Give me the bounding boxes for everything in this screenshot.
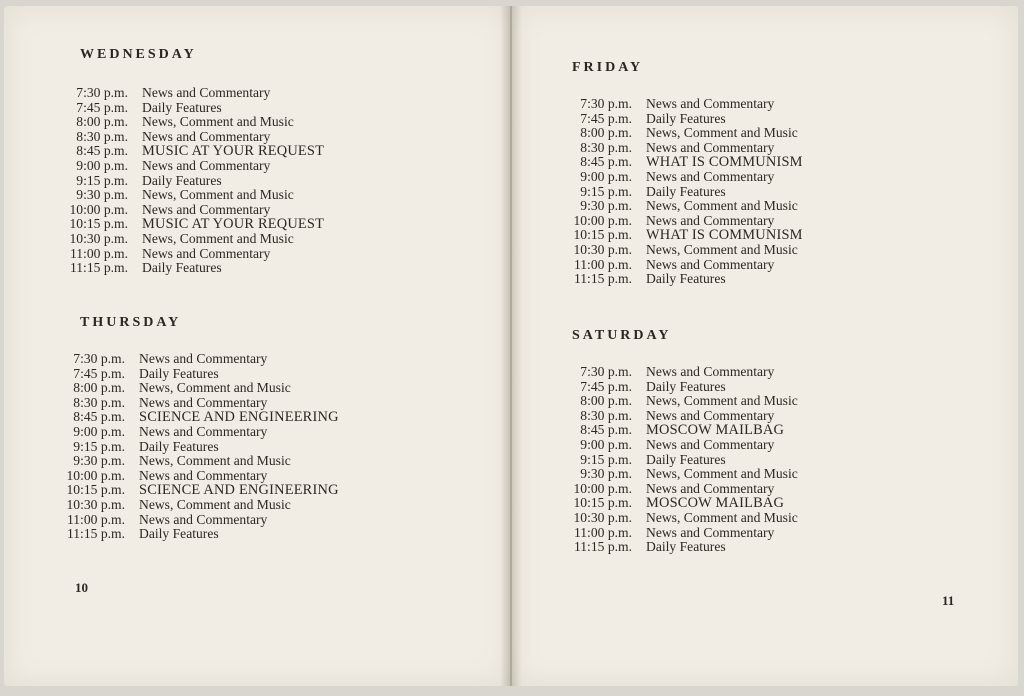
time-slot: 9:15 p.m. bbox=[580, 451, 632, 467]
program-title: Daily Features bbox=[646, 183, 726, 199]
time-slot: 9:15 p.m. bbox=[580, 183, 632, 199]
time-slot: 7:30 p.m. bbox=[580, 96, 632, 111]
schedule-row bbox=[570, 394, 798, 409]
program-title: Daily Features bbox=[142, 99, 222, 115]
program-title: News and Commentary bbox=[142, 128, 271, 144]
schedule-row bbox=[570, 365, 798, 380]
program-title: News and Commentary bbox=[142, 201, 271, 217]
schedule-friday bbox=[570, 97, 803, 287]
schedule-row bbox=[66, 188, 324, 203]
day-heading-friday: FRIDAY bbox=[572, 60, 644, 75]
time-slot: 10:30 p.m. bbox=[573, 241, 632, 257]
program-title: Daily Features bbox=[646, 110, 726, 126]
schedule-row bbox=[63, 410, 339, 425]
program-title: News and Commentary bbox=[139, 423, 268, 439]
time-slot: 7:45 p.m. bbox=[76, 99, 128, 115]
program-title: Daily Features bbox=[139, 365, 219, 381]
schedule-row bbox=[66, 144, 324, 159]
time-slot: 7:45 p.m. bbox=[580, 378, 632, 394]
schedule-row bbox=[570, 511, 798, 526]
time-slot: 7:30 p.m. bbox=[76, 85, 128, 100]
time-slot: 8:45 p.m. bbox=[73, 409, 125, 425]
schedule-row bbox=[66, 217, 324, 232]
day-heading-thursday: THURSDAY bbox=[80, 315, 182, 330]
schedule-row bbox=[63, 440, 339, 455]
time-slot: 7:30 p.m. bbox=[73, 351, 125, 366]
program-title: News and Commentary bbox=[646, 212, 775, 228]
schedule-row bbox=[570, 112, 803, 127]
time-slot: 10:15 p.m. bbox=[69, 216, 128, 232]
schedule-row bbox=[66, 261, 324, 276]
schedule-row bbox=[570, 467, 798, 482]
schedule-row bbox=[570, 526, 798, 541]
schedule-row bbox=[66, 130, 324, 145]
program-title: News and Commentary bbox=[139, 394, 268, 410]
book-gutter bbox=[500, 6, 522, 686]
schedule-row bbox=[570, 409, 798, 424]
time-slot: 8:00 p.m. bbox=[580, 125, 632, 141]
time-slot: 10:15 p.m. bbox=[66, 482, 125, 498]
time-slot: 9:30 p.m. bbox=[73, 453, 125, 469]
schedule-row bbox=[66, 115, 324, 130]
program-title: Daily Features bbox=[646, 539, 726, 555]
program-title: News and Commentary bbox=[646, 524, 775, 540]
schedule-saturday bbox=[570, 365, 798, 555]
time-slot: 11:15 p.m. bbox=[69, 260, 128, 276]
schedule-row bbox=[570, 496, 798, 511]
time-slot: 8:30 p.m. bbox=[580, 139, 632, 155]
schedule-row bbox=[570, 272, 803, 287]
time-slot: 9:30 p.m. bbox=[580, 198, 632, 214]
program-title: News and Commentary bbox=[646, 168, 775, 184]
program-title: Daily Features bbox=[139, 526, 219, 542]
program-title: News, Comment and Music bbox=[139, 380, 291, 396]
program-title: News, Comment and Music bbox=[646, 393, 798, 409]
time-slot: 9:15 p.m. bbox=[73, 438, 125, 454]
program-title: MUSIC AT YOUR REQUEST bbox=[142, 143, 325, 160]
time-slot: 8:45 p.m. bbox=[580, 422, 632, 438]
time-slot: 10:30 p.m. bbox=[573, 509, 632, 525]
schedule-row bbox=[66, 232, 324, 247]
program-title: News and Commentary bbox=[142, 245, 271, 261]
program-title: Daily Features bbox=[646, 271, 726, 287]
time-slot: 8:45 p.m. bbox=[580, 154, 632, 170]
schedule-row bbox=[66, 101, 324, 116]
time-slot: 8:30 p.m. bbox=[580, 407, 632, 423]
schedule-row bbox=[63, 352, 339, 367]
time-slot: 11:00 p.m. bbox=[573, 524, 632, 540]
program-title: News, Comment and Music bbox=[139, 453, 291, 469]
program-title: News and Commentary bbox=[139, 467, 268, 483]
time-slot: 7:45 p.m. bbox=[580, 110, 632, 126]
program-title: MOSCOW MAILBAG bbox=[646, 422, 785, 439]
schedule-row bbox=[570, 170, 803, 185]
program-title: News and Commentary bbox=[646, 256, 775, 272]
time-slot: 11:15 p.m. bbox=[66, 526, 125, 542]
program-title: News, Comment and Music bbox=[142, 187, 294, 203]
schedule-row bbox=[570, 380, 798, 395]
time-slot: 11:15 p.m. bbox=[573, 271, 632, 287]
program-title: News and Commentary bbox=[646, 139, 775, 155]
schedule-row bbox=[570, 126, 803, 141]
time-slot: 11:15 p.m. bbox=[573, 539, 632, 555]
schedule-wednesday bbox=[66, 86, 324, 276]
time-slot: 9:00 p.m. bbox=[580, 436, 632, 452]
schedule-row bbox=[63, 513, 339, 528]
time-slot: 9:00 p.m. bbox=[73, 423, 125, 439]
day-heading-saturday: SATURDAY bbox=[572, 328, 672, 343]
program-title: Daily Features bbox=[646, 451, 726, 467]
schedule-row bbox=[570, 243, 803, 258]
schedule-row bbox=[63, 425, 339, 440]
time-slot: 7:30 p.m. bbox=[580, 364, 632, 379]
program-title: News, Comment and Music bbox=[139, 496, 291, 512]
program-title: News, Comment and Music bbox=[646, 466, 798, 482]
schedule-row bbox=[570, 540, 798, 555]
schedule-row bbox=[570, 453, 798, 468]
program-title: SCIENCE AND ENGINEERING bbox=[139, 482, 339, 499]
schedule-row bbox=[63, 381, 339, 396]
time-slot: 8:00 p.m. bbox=[73, 380, 125, 396]
program-title: News and Commentary bbox=[646, 480, 775, 496]
schedule-row bbox=[66, 247, 324, 262]
program-title: MUSIC AT YOUR REQUEST bbox=[142, 216, 325, 233]
program-title: News and Commentary bbox=[646, 364, 775, 379]
schedule-row bbox=[66, 159, 324, 174]
program-title: Daily Features bbox=[646, 378, 726, 394]
time-slot: 10:00 p.m. bbox=[573, 480, 632, 496]
time-slot: 9:15 p.m. bbox=[76, 172, 128, 188]
time-slot: 11:00 p.m. bbox=[66, 511, 125, 527]
program-title: News and Commentary bbox=[139, 511, 268, 527]
program-title: Daily Features bbox=[142, 172, 222, 188]
schedule-row bbox=[63, 396, 339, 411]
time-slot: 8:45 p.m. bbox=[76, 143, 128, 159]
time-slot: 10:15 p.m. bbox=[573, 227, 632, 243]
schedule-row bbox=[63, 498, 339, 513]
schedule-row bbox=[66, 86, 324, 101]
program-title: Daily Features bbox=[139, 438, 219, 454]
schedule-row bbox=[570, 97, 803, 112]
program-title: Daily Features bbox=[142, 260, 222, 276]
time-slot: 8:00 p.m. bbox=[580, 393, 632, 409]
program-title: MOSCOW MAILBAG bbox=[646, 495, 785, 512]
program-title: SCIENCE AND ENGINEERING bbox=[139, 409, 339, 426]
time-slot: 9:30 p.m. bbox=[580, 466, 632, 482]
program-title: News and Commentary bbox=[139, 351, 268, 366]
time-slot: 9:00 p.m. bbox=[580, 168, 632, 184]
program-title: News, Comment and Music bbox=[646, 198, 798, 214]
program-title: News and Commentary bbox=[646, 407, 775, 423]
program-title: News, Comment and Music bbox=[646, 241, 798, 257]
time-slot: 10:00 p.m. bbox=[66, 467, 125, 483]
schedule-thursday bbox=[63, 352, 339, 542]
schedule-row bbox=[570, 438, 798, 453]
time-slot: 8:30 p.m. bbox=[76, 128, 128, 144]
schedule-row bbox=[570, 258, 803, 273]
schedule-row bbox=[63, 367, 339, 382]
schedule-row bbox=[63, 454, 339, 469]
program-title: News, Comment and Music bbox=[646, 509, 798, 525]
schedule-row bbox=[66, 203, 324, 218]
schedule-row bbox=[63, 527, 339, 542]
program-title: WHAT IS COMMUNISM bbox=[646, 154, 803, 171]
program-title: News and Commentary bbox=[646, 436, 775, 452]
program-title: News and Commentary bbox=[142, 85, 271, 100]
time-slot: 9:00 p.m. bbox=[76, 157, 128, 173]
program-title: WHAT IS COMMUNISM bbox=[646, 227, 803, 244]
schedule-row bbox=[570, 185, 803, 200]
time-slot: 10:00 p.m. bbox=[69, 201, 128, 217]
time-slot: 8:30 p.m. bbox=[73, 394, 125, 410]
schedule-row bbox=[63, 469, 339, 484]
schedule-row bbox=[570, 141, 803, 156]
time-slot: 8:00 p.m. bbox=[76, 114, 128, 130]
time-slot: 10:30 p.m. bbox=[69, 230, 128, 246]
program-title: News, Comment and Music bbox=[142, 230, 294, 246]
page-number-right: 11 bbox=[942, 593, 955, 608]
schedule-row bbox=[570, 155, 803, 170]
time-slot: 10:30 p.m. bbox=[66, 496, 125, 512]
schedule-row bbox=[570, 199, 803, 214]
time-slot: 11:00 p.m. bbox=[69, 245, 128, 261]
schedule-row bbox=[570, 482, 798, 497]
program-title: News, Comment and Music bbox=[142, 114, 294, 130]
time-slot: 10:15 p.m. bbox=[573, 495, 632, 511]
time-slot: 11:00 p.m. bbox=[573, 256, 632, 272]
schedule-row bbox=[66, 174, 324, 189]
day-heading-wednesday: WEDNESDAY bbox=[80, 47, 197, 62]
time-slot: 7:45 p.m. bbox=[73, 365, 125, 381]
schedule-row bbox=[570, 228, 803, 243]
schedule-row bbox=[570, 214, 803, 229]
program-title: News and Commentary bbox=[646, 96, 775, 111]
program-title: News, Comment and Music bbox=[646, 125, 798, 141]
schedule-row bbox=[570, 423, 798, 438]
schedule-row bbox=[63, 483, 339, 498]
page-number-left: 10 bbox=[75, 580, 88, 595]
time-slot: 9:30 p.m. bbox=[76, 187, 128, 203]
program-title: News and Commentary bbox=[142, 157, 271, 173]
time-slot: 10:00 p.m. bbox=[573, 212, 632, 228]
